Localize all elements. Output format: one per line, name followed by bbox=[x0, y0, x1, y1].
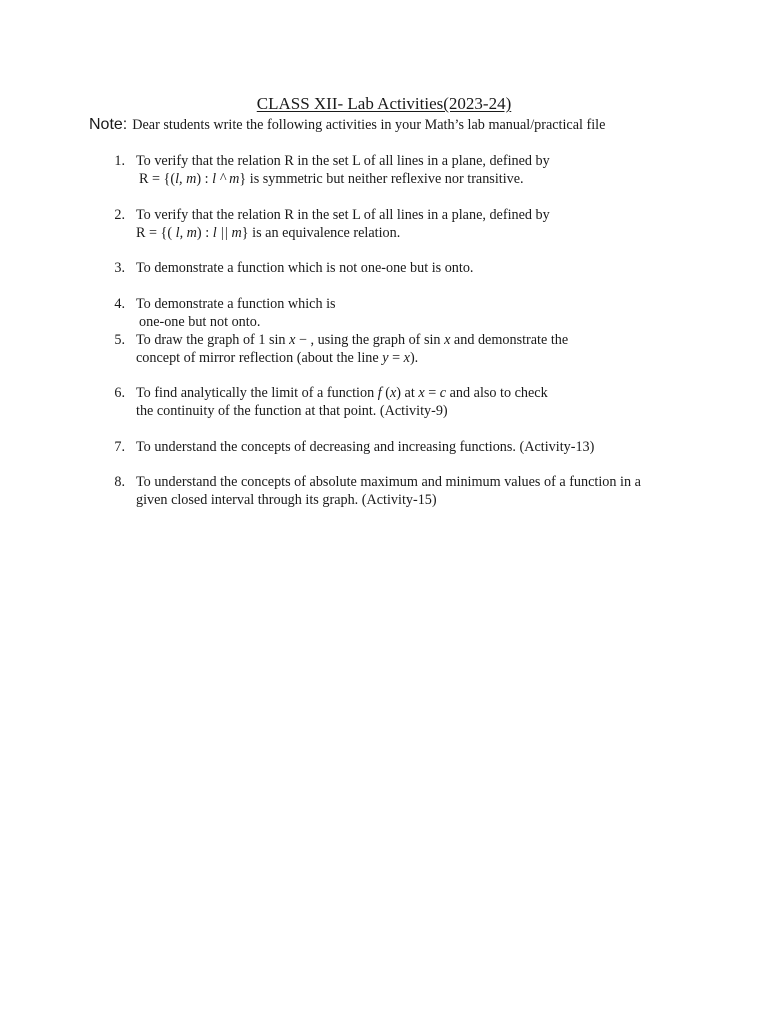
activity-line-2: the continuity of the function at that point. (Activity-9) bbox=[136, 403, 448, 419]
activity-line-2: R = {(l, m) : l ^ m} is symmetric but neither reflexive nor transitive. bbox=[139, 171, 524, 187]
activity-line-1: To find analytically the limit of a function f (x) at x = c and also to check bbox=[136, 385, 548, 401]
activity-text bbox=[136, 259, 473, 277]
activity-line-2: R = {( l, m) : l || m} is an equivalence relation. bbox=[136, 225, 401, 241]
activity-number: 7. bbox=[114, 439, 125, 455]
activity-line-1: To demonstrate a function which is not one-one but is onto. bbox=[136, 260, 474, 276]
activity-text bbox=[136, 152, 550, 187]
note-text: Dear students write the following activities in your Math’s lab manual/practical file bbox=[132, 117, 606, 133]
activity-line-2: concept of mirror reflection (about the line y = x). bbox=[136, 350, 419, 366]
activity-number: 2. bbox=[114, 207, 125, 223]
note-label: Note: bbox=[89, 116, 128, 133]
activity-line-1: To draw the graph of 1 sin x − , using the graph of sin x and demonstrate the bbox=[136, 332, 569, 348]
activity-line-1: To demonstrate a function which is bbox=[136, 296, 336, 312]
activity-text bbox=[136, 473, 641, 508]
activity-number: 1. bbox=[114, 153, 125, 169]
activity-line-2: one-one but not onto. bbox=[139, 314, 261, 330]
activity-line-1: To verify that the relation R in the set L of all lines in a plane, defined by bbox=[136, 153, 550, 169]
activity-text bbox=[136, 331, 569, 366]
activity-line-1: To verify that the relation R in the set L of all lines in a plane, defined by bbox=[136, 207, 550, 223]
document-title: CLASS XII- Lab Activities(2023-24) bbox=[256, 94, 512, 113]
activity-number: 3. bbox=[114, 260, 125, 276]
activity-text bbox=[136, 438, 594, 456]
activity-line-2: given closed interval through its graph. (Activity-15) bbox=[136, 492, 437, 508]
activity-text bbox=[136, 295, 336, 330]
activity-text bbox=[136, 384, 548, 419]
activity-number: 5. bbox=[114, 332, 125, 348]
activity-text bbox=[136, 206, 550, 241]
activity-line-1: To understand the concepts of absolute maximum and minimum values of a function in a bbox=[136, 474, 641, 490]
activity-number: 8. bbox=[114, 474, 125, 490]
activity-line-1: To understand the concepts of decreasing and increasing functions. (Activity-13) bbox=[136, 439, 595, 455]
activity-number: 4. bbox=[114, 296, 125, 312]
activity-number: 6. bbox=[114, 385, 125, 401]
note-line bbox=[89, 116, 605, 134]
